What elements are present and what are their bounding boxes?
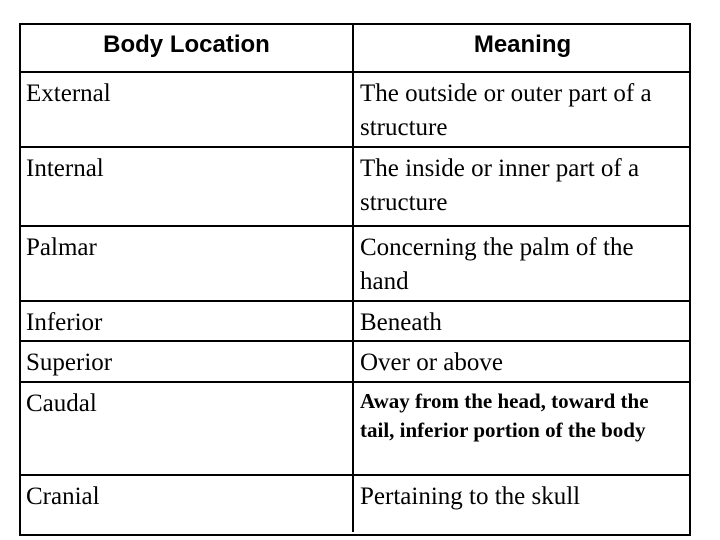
meaning-cell-palmar: Concerning the palm of the hand — [354, 227, 691, 302]
meaning-cell-superior: Over or above — [354, 342, 691, 383]
meaning-cell-inferior: Beneath — [354, 302, 691, 342]
header-meaning: Meaning — [354, 25, 691, 73]
meaning-cell-external: The outside or outer part of a structure — [354, 73, 691, 148]
meaning-cell-internal: The inside or inner part of a structure — [354, 148, 691, 227]
location-cell-inferior: Inferior — [21, 302, 354, 342]
meaning-cell-cranial: Pertaining to the skull — [360, 483, 581, 510]
meaning-cell-caudal: Away from the head, toward the tail, inferior portion of the body — [354, 383, 691, 476]
location-cell-caudal: Caudal — [21, 383, 354, 476]
header-body-location: Body Location — [21, 25, 354, 73]
body-location-table — [19, 23, 691, 536]
location-cell-external: External — [21, 73, 354, 148]
location-cell-superior: Superior — [21, 342, 354, 383]
location-cell-cranial: Cranial — [21, 476, 354, 532]
location-cell-internal: Internal — [21, 148, 354, 227]
location-cell-palmar: Palmar — [21, 227, 354, 302]
